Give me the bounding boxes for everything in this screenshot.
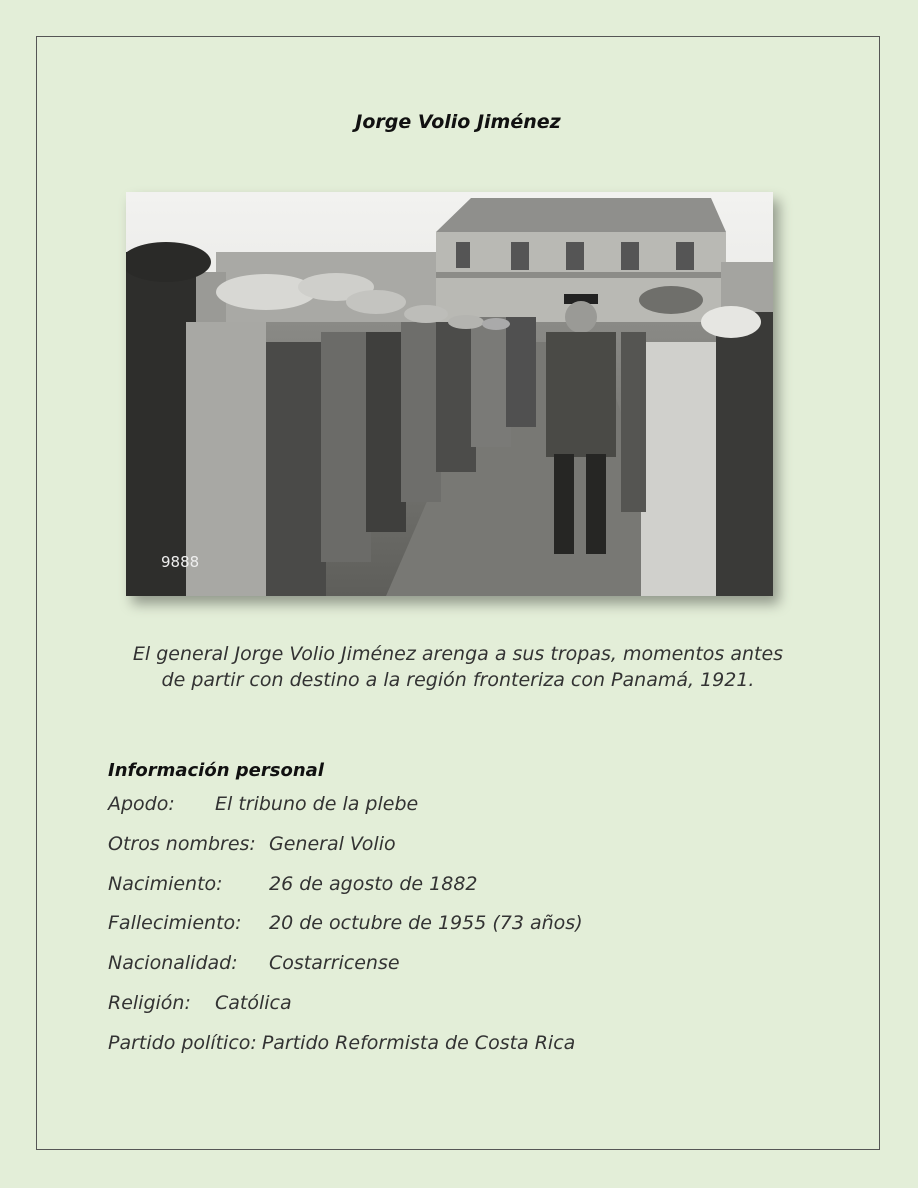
info-row-otros-nombres	[108, 825, 828, 865]
document-title: Jorge Volio Jiménez	[355, 111, 561, 133]
caption-line-1: El general Jorge Volio Jiménez arenga a sus tropas, momentos antes	[132, 643, 784, 665]
info-label: Otros nombres:	[108, 832, 256, 855]
info-value: 26 de agosto de 1882	[269, 872, 478, 895]
document-page	[36, 36, 880, 1150]
info-row-apodo	[108, 785, 828, 825]
info-value: Católica	[215, 991, 292, 1014]
info-value: Costarricense	[269, 952, 400, 975]
info-row-nacimiento	[108, 865, 828, 905]
info-label: Nacionalidad:	[108, 952, 238, 975]
photo-number: 9888	[161, 553, 200, 571]
info-value: El tribuno de la plebe	[215, 793, 419, 815]
info-value: Partido Reformista de Costa Rica	[261, 1031, 576, 1054]
info-label: Nacimiento:	[108, 872, 223, 895]
info-value: General Volio	[269, 832, 396, 855]
info-row-fallecimiento	[108, 904, 828, 944]
info-label: Partido político:	[108, 1031, 257, 1054]
info-label: Religión:	[108, 991, 191, 1014]
info-label: Apodo:	[108, 793, 175, 815]
info-row-partido-politico	[108, 1024, 828, 1064]
info-label: Fallecimiento:	[108, 912, 242, 935]
historical-photo	[126, 192, 773, 596]
personal-info-section	[108, 757, 828, 1064]
info-row-nacionalidad	[108, 944, 828, 984]
personal-info-heading: Información personal	[108, 760, 324, 781]
info-value: 20 de octubre de 1955 (73 años)	[269, 912, 583, 935]
photo-caption	[77, 641, 839, 693]
info-row-religion	[108, 984, 828, 1024]
caption-line-2: de partir con destino a la región fronteriza con Panamá, 1921.	[161, 669, 755, 691]
